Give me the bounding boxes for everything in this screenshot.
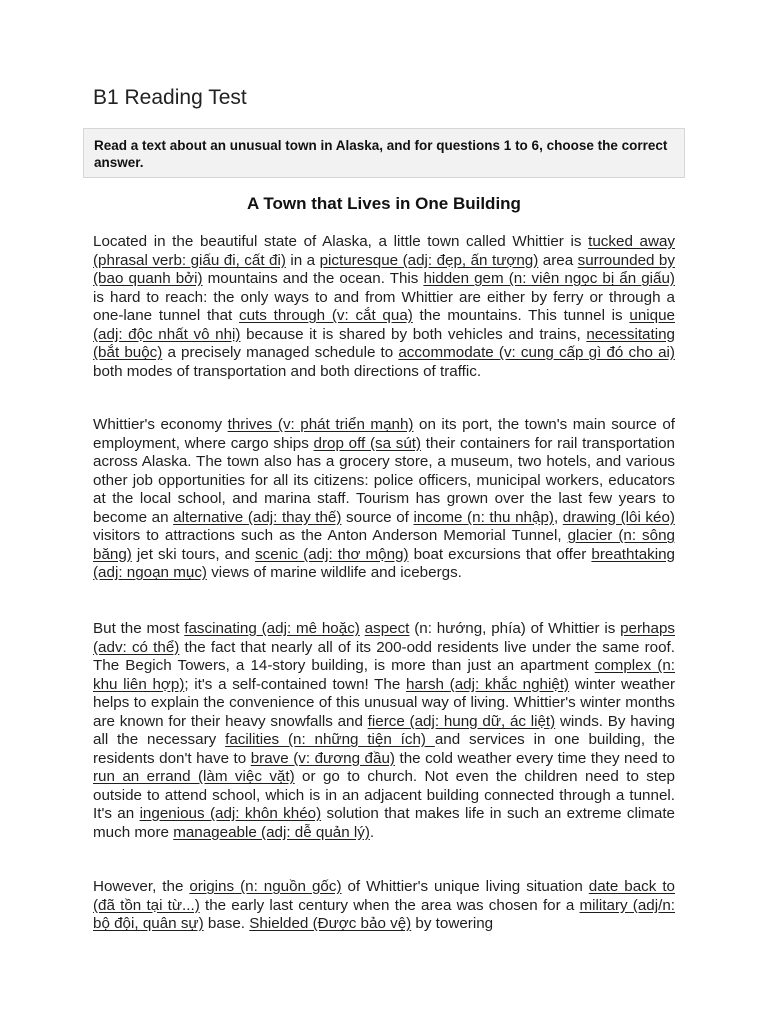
paragraph-text: ,: [553, 508, 563, 526]
vocabulary-gloss: hidden gem (n: viên ngọc bị ẩn giấu): [423, 270, 675, 287]
vocabulary-gloss: aspect: [364, 620, 410, 637]
paragraph-text: source of: [341, 508, 414, 526]
paragraph-text: However, the: [93, 878, 190, 895]
paragraph-text: visitors to attractions such as the Anton Anderson Memorial Tunnel,: [93, 527, 568, 544]
article-title: A Town that Lives in One Building: [247, 194, 521, 213]
article-paragraph: [93, 878, 675, 934]
paragraph-text: the fact that nearly all of its 200-odd residents live under the same roof. The Begich Towers, a 14-story building, is more than just an apartment: [93, 638, 675, 674]
paragraph-text: mountains and the ocean. This: [202, 270, 424, 287]
vocabulary-gloss: ingenious (adj: khôn khéo): [139, 805, 322, 822]
article-paragraph: [93, 416, 675, 583]
paragraph-text: But the most: [93, 620, 185, 637]
paragraph-text: or go to church. Not even the children need to step outside to attend school, which is in an adjacent building connected through a tunnel. It's an: [93, 768, 676, 822]
paragraph-text: is hard to reach: the only ways to and from Whittier are either by ferry or through a one-lane tunnel that: [93, 288, 675, 324]
paragraph-text: boat excursions that offer: [408, 545, 592, 563]
paragraph-text: both modes of transportation and both directions of traffic.: [93, 362, 482, 380]
paragraph-text: the cold weather every time they need to: [394, 749, 676, 767]
vocabulary-gloss: glacier (n: sông băng): [93, 527, 675, 563]
instruction-box: [83, 128, 685, 178]
vocabulary-gloss: facilities (n: những tiện ích): [225, 731, 435, 748]
vocabulary-gloss: cuts through (v: cắt qua): [239, 307, 413, 324]
vocabulary-gloss: scenic (adj: thơ mộng): [255, 545, 409, 563]
paragraph-text: by towering: [411, 915, 494, 932]
paragraph-text: their containers for rail transportation across Alaska. The town also has a grocery store, a museum, two hotels, and various other job opportunities for all its citizens: police officers, municipal workers, educators at the local school, and marina staff. Tourism has grown over the last few years to become an: [93, 434, 675, 526]
vocabulary-gloss: Shielded (Được bảo vệ): [249, 915, 412, 932]
paragraph-text: a precisely managed schedule to: [162, 344, 399, 361]
instruction-text: Read a text about an unusual town in Alaska, and for questions 1 to 6, choose the correct answer.: [94, 138, 668, 170]
vocabulary-gloss: perhaps (adv: có thể): [93, 620, 675, 656]
paragraph-text: on its port, the town's main source of employment, where cargo ships: [93, 416, 675, 452]
vocabulary-gloss: origins (n: nguồn gốc): [189, 878, 342, 895]
vocabulary-gloss: fierce (adj: hung dữ, ác liệt): [367, 712, 556, 730]
vocabulary-gloss: date back to (đã tồn tại từ...): [93, 878, 675, 914]
vocabulary-gloss: fascinating (adj: mê hoặc): [184, 620, 360, 637]
paragraph-text: because it is shared by both vehicles and trains,: [240, 325, 587, 343]
vocabulary-gloss: thrives (v: phát triển mạnh): [227, 416, 414, 433]
paragraph-text: in a: [285, 251, 320, 269]
paragraph-text: jet ski tours, and: [131, 545, 256, 563]
paragraph-text: solution that makes life in such an extreme climate much more: [93, 805, 675, 841]
paragraph-text: (n: hướng, phía) of Whittier is: [409, 620, 621, 637]
vocabulary-gloss: necessitating (bắt buộc): [93, 325, 675, 361]
vocabulary-gloss: complex (n: khu liên hợp): [93, 657, 676, 693]
paragraph-text: Located in the beautiful state of Alaska, a little town called Whittier is: [93, 233, 589, 250]
page-title: B1 Reading Test: [93, 86, 247, 109]
article-paragraph: [93, 620, 675, 842]
vocabulary-gloss: brave (v: đương đầu): [250, 749, 395, 767]
paragraph-text: the early last century when the area was chosen for a: [199, 896, 580, 914]
vocabulary-gloss: drop off (sa sút): [313, 434, 422, 452]
paragraph-text: ; it's a self-contained town! The: [184, 675, 406, 693]
vocabulary-gloss: harsh (adj: khắc nghiệt): [406, 675, 570, 693]
paragraph-text: of Whittier's unique living situation: [341, 878, 589, 895]
paragraph-text: base.: [203, 915, 250, 932]
vocabulary-gloss: breathtaking (adj: ngoạn mục): [93, 545, 675, 581]
paragraph-text: views of marine wildlife and icebergs.: [206, 564, 462, 581]
vocabulary-gloss: manageable (adj: dễ quản lý): [173, 823, 370, 841]
paragraph-text: Whittier's economy: [93, 416, 228, 433]
article-paragraph: [93, 233, 675, 381]
vocabulary-gloss: accommodate (v: cung cấp gì đó cho ai): [398, 344, 675, 361]
vocabulary-gloss: run an errand (làm việc vặt): [93, 768, 295, 785]
vocabulary-gloss: alternative (adj: thay thế): [173, 508, 342, 526]
vocabulary-gloss: tucked away (phrasal verb: giấu đi, cất đi): [93, 233, 675, 269]
paragraph-text: winter weather helps to explain the convenience of this unusual way of living. Whittier's winter months are known for their heavy snowfalls and: [93, 675, 675, 730]
paragraph-text: the mountains. This tunnel is: [412, 307, 630, 324]
vocabulary-gloss: picturesque (adj: đẹp, ấn tượng): [319, 251, 539, 269]
paragraph-text: area: [538, 251, 578, 269]
vocabulary-gloss: military (adj/n: bộ đội, quân sự): [93, 896, 675, 932]
vocabulary-gloss: surrounded by (bao quanh bởi): [93, 251, 675, 287]
paragraph-text: winds. By having all the necessary: [93, 712, 675, 748]
vocabulary-gloss: drawing (lôi kéo): [562, 508, 675, 526]
vocabulary-gloss: income (n: thu nhập): [413, 508, 554, 526]
paragraph-text: .: [369, 823, 375, 841]
vocabulary-gloss: unique (adj: độc nhất vô nhị): [93, 307, 675, 343]
paragraph-text: and services in one building, the residents don't have to: [93, 731, 675, 767]
